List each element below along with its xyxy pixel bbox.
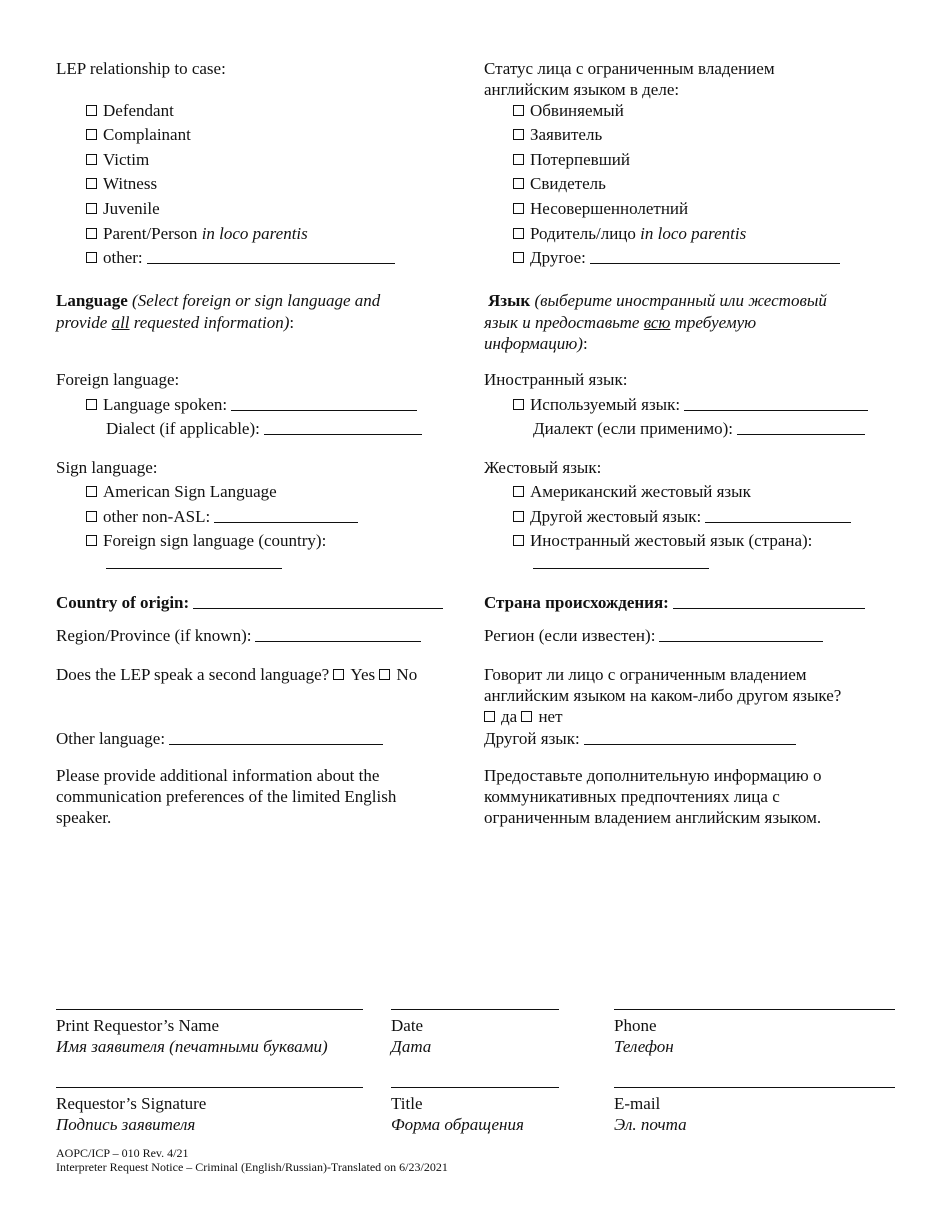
- region-ru: Регион (если известен):: [484, 625, 823, 646]
- checkbox[interactable]: [513, 203, 524, 214]
- additional-info-en-2: communication preferences of the limited English: [56, 787, 397, 806]
- date-label-ru: Дата: [391, 1037, 432, 1056]
- email-label-en: E-mail: [614, 1094, 661, 1113]
- option-parent[interactable]: Parent/Person in loco parentis: [86, 223, 308, 244]
- name-line[interactable]: [56, 1009, 363, 1010]
- signature-label-ru: Подпись заявителя: [56, 1115, 196, 1134]
- checkbox[interactable]: [86, 486, 97, 497]
- language-heading-ru-3: информацию):: [484, 334, 588, 353]
- foreign-heading-en: Foreign language:: [56, 370, 180, 389]
- checkbox[interactable]: [513, 129, 524, 140]
- checkbox-no-ru[interactable]: [521, 711, 532, 722]
- option-asl-ru[interactable]: Американский жестовый язык: [513, 481, 751, 502]
- phone-line[interactable]: [614, 1009, 895, 1010]
- checkbox[interactable]: [86, 178, 97, 189]
- foreign-sign-field-ru[interactable]: [533, 568, 709, 569]
- second-language-question-ru-2: английским языком на каком-либо другом языке?: [484, 686, 842, 705]
- option-complainant-ru[interactable]: Заявитель: [513, 124, 602, 145]
- region-field-ru[interactable]: [659, 627, 823, 642]
- language-heading-en-2: provide all requested information):: [56, 313, 295, 332]
- option-victim[interactable]: Victim: [86, 149, 149, 170]
- checkbox[interactable]: [86, 228, 97, 239]
- checkbox[interactable]: [86, 511, 97, 522]
- date-line[interactable]: [391, 1009, 559, 1010]
- language-heading-en: Language (Select foreign or sign language and: [56, 291, 381, 310]
- region-en: Region/Province (if known):: [56, 625, 421, 646]
- option-defendant-ru[interactable]: Обвиняемый: [513, 100, 624, 121]
- option-defendant[interactable]: Defendant: [86, 100, 174, 121]
- additional-info-ru-1: Предоставьте дополнительную информацию о: [484, 766, 822, 785]
- dialect-ru: Диалект (если применимо):: [533, 418, 865, 439]
- title-label-en: Title: [391, 1094, 423, 1113]
- date-label-en: Date: [391, 1016, 424, 1035]
- signature-line[interactable]: [56, 1087, 363, 1088]
- region-field[interactable]: [255, 627, 421, 642]
- checkbox[interactable]: [513, 252, 524, 263]
- checkbox[interactable]: [86, 399, 97, 410]
- option-juvenile-ru[interactable]: Несовершеннолетний: [513, 198, 688, 219]
- option-other-ru[interactable]: Другое:: [513, 247, 840, 268]
- country-origin-en: Country of origin:: [56, 592, 443, 613]
- language-spoken-field[interactable]: [231, 396, 417, 411]
- country-field[interactable]: [193, 594, 443, 609]
- checkbox[interactable]: [513, 228, 524, 239]
- option-non-asl-ru[interactable]: Другой жестовый язык:: [513, 506, 851, 527]
- option-juvenile[interactable]: Juvenile: [86, 198, 160, 219]
- option-non-asl[interactable]: other non-ASL:: [86, 506, 358, 527]
- option-complainant[interactable]: Complainant: [86, 124, 191, 145]
- checkbox[interactable]: [513, 178, 524, 189]
- checkbox[interactable]: [86, 129, 97, 140]
- other-language-field[interactable]: [169, 730, 383, 745]
- additional-info-en-3: speaker.: [56, 808, 112, 827]
- checkbox[interactable]: [86, 535, 97, 546]
- option-foreign-sign-ru[interactable]: Иностранный жестовый язык (страна):: [513, 530, 812, 551]
- other-language-field-ru[interactable]: [584, 730, 796, 745]
- foreign-sign-field[interactable]: [106, 568, 282, 569]
- second-language-question-ru-1: Говорит ли лицо с ограниченным владением: [484, 665, 807, 684]
- email-label-ru: Эл. почта: [614, 1115, 687, 1134]
- option-other[interactable]: other:: [86, 247, 395, 268]
- checkbox-yes-ru[interactable]: [484, 711, 495, 722]
- checkbox[interactable]: [513, 511, 524, 522]
- other-language-en: Other language:: [56, 728, 383, 749]
- option-victim-ru[interactable]: Потерпевший: [513, 149, 630, 170]
- language-spoken-ru[interactable]: Используемый язык:: [513, 394, 868, 415]
- language-spoken-field-ru[interactable]: [684, 396, 868, 411]
- relationship-heading-ru-1: Статус лица с ограниченным владением: [484, 59, 775, 78]
- language-heading-ru-2: язык и предоставьте всю требуемую: [484, 313, 757, 332]
- title-label-ru: Форма обращения: [391, 1115, 524, 1134]
- option-asl[interactable]: American Sign Language: [86, 481, 277, 502]
- non-asl-field[interactable]: [214, 508, 358, 523]
- phone-label-en: Phone: [614, 1016, 657, 1035]
- signature-label-en: Requestor’s Signature: [56, 1094, 207, 1113]
- additional-info-ru-2: коммуникативных предпочтениях лица с: [484, 787, 780, 806]
- country-field-ru[interactable]: [673, 594, 865, 609]
- option-foreign-sign[interactable]: Foreign sign language (country):: [86, 530, 326, 551]
- option-witness[interactable]: Witness: [86, 173, 157, 194]
- sign-heading-ru: Жестовый язык:: [484, 458, 602, 477]
- checkbox[interactable]: [86, 105, 97, 116]
- non-asl-field-ru[interactable]: [705, 508, 851, 523]
- checkbox[interactable]: [86, 252, 97, 263]
- relationship-heading-ru-2: английским языком в деле:: [484, 80, 680, 99]
- checkbox[interactable]: [513, 105, 524, 116]
- checkbox[interactable]: [513, 154, 524, 165]
- language-spoken-en[interactable]: Language spoken:: [86, 394, 417, 415]
- dialect-field-ru[interactable]: [737, 420, 865, 435]
- sign-heading-en: Sign language:: [56, 458, 158, 477]
- footer-form-title: Interpreter Request Notice – Criminal (English/Russian)-Translated on 6/23/2021: [56, 1160, 448, 1174]
- additional-info-ru-3: ограниченным владением английским языком.: [484, 808, 822, 827]
- checkbox-yes[interactable]: [333, 669, 344, 680]
- option-parent-ru[interactable]: Родитель/лицо in loco parentis: [513, 223, 746, 244]
- relationship-heading-en: LEP relationship to case:: [56, 59, 226, 78]
- second-language-answers-ru: да нет: [484, 706, 563, 727]
- phone-label-ru: Телефон: [614, 1037, 674, 1056]
- language-heading-ru: Язык (выберите иностранный или жестовый: [488, 291, 827, 310]
- additional-info-en-1: Please provide additional information about the: [56, 766, 380, 785]
- second-language-question-en: Does the LEP speak a second language? Yes No: [56, 665, 418, 684]
- other-field[interactable]: [147, 249, 395, 264]
- dialect-field[interactable]: [264, 420, 422, 435]
- option-witness-ru[interactable]: Свидетель: [513, 173, 606, 194]
- name-label-en: Print Requestor’s Name: [56, 1016, 220, 1035]
- checkbox[interactable]: [86, 154, 97, 165]
- other-field-ru[interactable]: [590, 249, 840, 264]
- checkbox[interactable]: [513, 486, 524, 497]
- title-line[interactable]: [391, 1087, 559, 1088]
- foreign-heading-ru: Иностранный язык:: [484, 370, 628, 389]
- checkbox[interactable]: [513, 535, 524, 546]
- email-line[interactable]: [614, 1087, 895, 1088]
- other-language-ru: Другой язык:: [484, 728, 796, 749]
- name-label-ru: Имя заявителя (печатными буквами): [56, 1037, 328, 1056]
- checkbox-no[interactable]: [379, 669, 390, 680]
- checkbox[interactable]: [86, 203, 97, 214]
- checkbox[interactable]: [513, 399, 524, 410]
- country-origin-ru: Страна происхождения:: [484, 592, 865, 613]
- dialect-en: Dialect (if applicable):: [106, 418, 422, 439]
- footer-form-id: AOPC/ICP – 010 Rev. 4/21: [56, 1146, 189, 1160]
